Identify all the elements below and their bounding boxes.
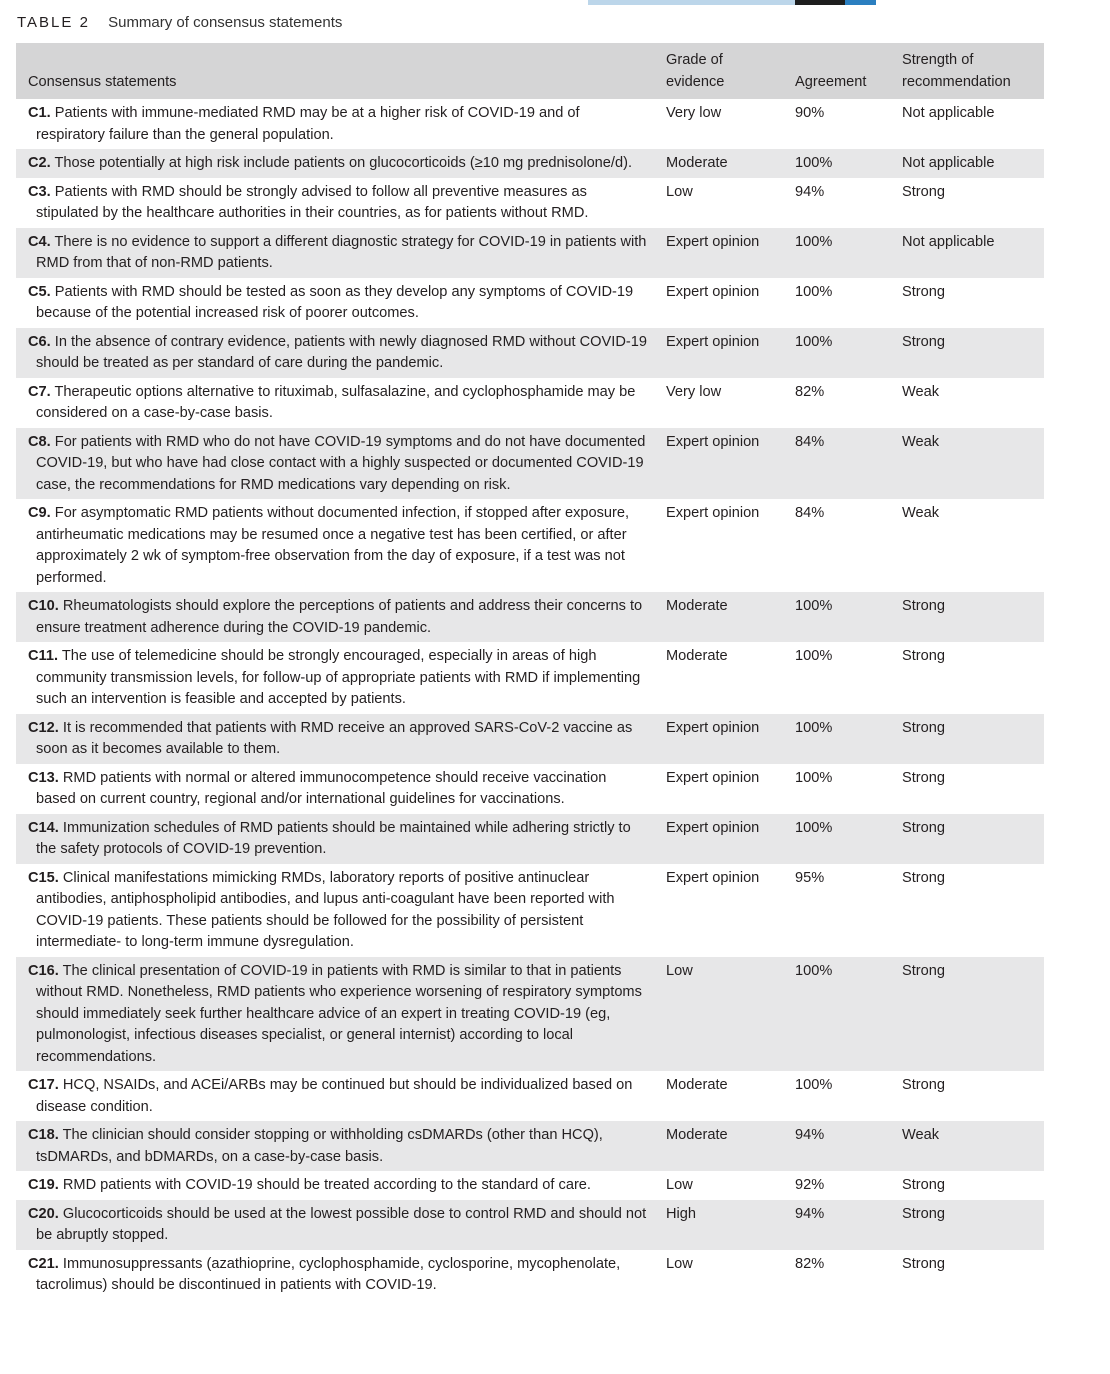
strength-cell: Strong — [902, 769, 945, 786]
table-row — [16, 499, 1044, 592]
statement-cell — [16, 864, 658, 957]
top-strip-light-segment — [588, 0, 795, 5]
statement-text: It is recommended that patients with RMD receive an approved SARS-CoV-2 vaccine as soon as it becomes available to them. — [36, 719, 633, 757]
agreement-cell: 94% — [787, 1200, 894, 1250]
header-strength-line1: Strength of — [902, 52, 974, 68]
grade-cell: Expert opinion — [658, 228, 787, 278]
agreement-cell: 100% — [787, 228, 894, 278]
statement-cell — [16, 1171, 658, 1200]
grade-cell: High — [658, 1200, 787, 1250]
statement-id: C7. — [28, 383, 51, 400]
statement-text: Glucocorticoids should be used at the lowest possible dose to control RMD and should not be abruptly stopped. — [36, 1205, 647, 1243]
strength-cell: Weak — [902, 505, 940, 521]
table-label: TABLE 2 — [17, 14, 90, 31]
agreement-cell: 100% — [787, 328, 894, 378]
grade-cell: Low — [666, 1177, 693, 1193]
header-grade-line1: Grade of — [666, 52, 723, 68]
table-title: Summary of consensus statements — [108, 14, 343, 31]
header-agreement-label: Agreement — [795, 73, 867, 90]
statement-text: Therapeutic options alternative to rituximab, sulfasalazine, and cyclophosphamide may be considered on a case-by-case basis. — [36, 383, 636, 421]
table-row — [16, 149, 1044, 178]
statement-id: C20. — [28, 1205, 59, 1222]
statement-cell — [16, 592, 658, 642]
statement-id: C12. — [28, 719, 59, 736]
table-header — [16, 43, 1044, 99]
top-strip-blue-segment — [845, 0, 876, 5]
statement-id: C18. — [28, 1127, 59, 1143]
statement-text: For asymptomatic RMD patients without documented infection, if stopped after exposure, antirheumatic medications may be resumed once a negative test has been certified, or after approximately 2 wk of symptom-free observation from the day of exposure, if a test was not performed. — [36, 505, 630, 586]
agreement-cell: 100% — [787, 149, 894, 178]
agreement-cell: 100% — [787, 714, 894, 764]
statement-id: C1. — [28, 105, 51, 121]
statement-text: Clinical manifestations mimicking RMDs, laboratory reports of positive antinuclear antibodies, antiphospholipid antibodies, and lupus anti-coagulant have been reported with COVID-19 patients. These patients should be followed for the possibility of persistent intermediate- to long-term immune dysregulation. — [36, 869, 615, 950]
grade-cell: Expert opinion — [666, 283, 760, 300]
header-grade-line2: evidence — [666, 73, 725, 90]
statement-id: C8. — [28, 433, 51, 450]
statement-cell — [16, 378, 658, 428]
table-body — [16, 99, 1044, 1300]
strength-cell: Strong — [894, 328, 1044, 378]
grade-cell: Very low — [666, 105, 722, 121]
statement-cell — [16, 328, 658, 378]
table-row — [16, 1200, 1044, 1250]
statement-id: C10. — [28, 598, 59, 614]
grade-cell: Expert opinion — [658, 328, 787, 378]
statement-text: Those potentially at high risk include patients on glucocorticoids (≥10 mg prednisolone/d). — [54, 155, 633, 171]
strength-cell: Not applicable — [902, 105, 995, 121]
grade-cell: Very low — [666, 383, 722, 400]
header-agreement — [787, 43, 894, 99]
statement-text: RMD patients with COVID-19 should be treated according to the standard of care. — [62, 1177, 591, 1193]
grade-cell: Expert opinion — [666, 505, 760, 521]
grade-cell: Moderate — [658, 592, 787, 642]
statement-cell — [16, 178, 658, 228]
agreement-cell: 100% — [795, 1077, 833, 1093]
header-grade — [658, 43, 787, 99]
strength-cell: Strong — [902, 183, 945, 200]
agreement-cell: 84% — [795, 505, 825, 521]
statement-text: Immunization schedules of RMD patients should be maintained while adhering strictly to the safety protocols of COVID-19 prevention. — [36, 819, 631, 857]
statement-cell — [16, 499, 658, 592]
grade-cell: Expert opinion — [658, 428, 787, 500]
statement-text: For patients with RMD who do not have COVID-19 symptoms and do not have documented COVID-19, but who have had close contact with a highly suspected or documented COVID-19 case, the recommendations for RMD medications vary depending on risk. — [36, 433, 646, 493]
table-row — [16, 1250, 1044, 1300]
statement-text: Patients with RMD should be tested as soon as they develop any symptoms of COVID-19 because of the potential increased risk of poorer outcomes. — [36, 283, 634, 321]
agreement-cell: 100% — [787, 814, 894, 864]
statement-id: C3. — [28, 183, 51, 200]
agreement-cell: 82% — [795, 1255, 825, 1272]
agreement-cell: 100% — [795, 769, 833, 786]
statement-cell — [16, 228, 658, 278]
grade-cell: Moderate — [658, 149, 787, 178]
statement-cell — [16, 714, 658, 764]
grade-cell: Low — [666, 1255, 693, 1272]
consensus-table — [16, 43, 1044, 1300]
top-strip-dark-segment — [795, 0, 845, 5]
statement-id: C5. — [28, 283, 51, 300]
statement-text: Patients with immune-mediated RMD may be at a higher risk of COVID-19 and of respiratory failure than the general population. — [36, 105, 580, 143]
strength-cell: Weak — [894, 1121, 1044, 1171]
statement-cell — [16, 957, 658, 1072]
statement-text: In the absence of contrary evidence, patients with newly diagnosed RMD without COVID-19 should be treated as per standard of care during the pandemic. — [36, 333, 647, 371]
strength-cell: Strong — [894, 592, 1044, 642]
statement-cell — [16, 1200, 658, 1250]
table-row — [16, 1071, 1044, 1121]
strength-cell: Strong — [894, 714, 1044, 764]
table-row — [16, 764, 1044, 814]
statement-id: C15. — [28, 869, 59, 886]
statement-cell — [16, 1250, 658, 1300]
statement-id: C14. — [28, 819, 59, 836]
statement-text: The clinical presentation of COVID-19 in patients with RMD is similar to that in patients without RMD. Nonetheless, RMD patients who experience worsening of respiratory symptoms should immediately seek further healthcare advice of an expert in treating COVID-19 (eg, pulmonologist, infectious diseases specialist, or general internist) according to local recommendations. — [36, 962, 642, 1065]
grade-cell: Expert opinion — [666, 769, 760, 786]
strength-cell: Strong — [902, 869, 945, 886]
statement-cell — [16, 1121, 658, 1171]
table-row — [16, 228, 1044, 278]
statement-id: C9. — [28, 505, 51, 521]
strength-cell: Strong — [902, 1177, 945, 1193]
statement-cell — [16, 1071, 658, 1121]
agreement-cell: 82% — [795, 383, 825, 400]
table-row — [16, 642, 1044, 714]
statement-id: C19. — [28, 1177, 59, 1193]
strength-cell: Strong — [894, 814, 1044, 864]
statement-text: The use of telemedicine should be strongly encouraged, especially in areas of high community transmission levels, for follow-up of appropriate patients with RMD if implementing such an intervention is feasible and accepted by patients. — [36, 648, 641, 707]
strength-cell: Not applicable — [894, 228, 1044, 278]
strength-cell: Not applicable — [894, 149, 1044, 178]
agreement-cell: 94% — [787, 1121, 894, 1171]
agreement-cell: 92% — [795, 1177, 825, 1193]
table-row — [16, 714, 1044, 764]
agreement-cell: 100% — [787, 592, 894, 642]
grade-cell: Low — [666, 183, 693, 200]
statement-id: C21. — [28, 1255, 59, 1272]
agreement-cell: 94% — [795, 183, 825, 200]
statement-text: Rheumatologists should explore the perceptions of patients and address their concerns to ensure treatment adherence during the COVID-19 pandemic. — [36, 598, 643, 636]
agreement-cell: 84% — [787, 428, 894, 500]
strength-cell: Strong — [902, 1255, 945, 1272]
table-row — [16, 328, 1044, 378]
statement-cell — [16, 278, 658, 328]
table-row — [16, 428, 1044, 500]
strength-cell: Weak — [902, 383, 940, 400]
grade-cell: Moderate — [658, 1121, 787, 1171]
statement-cell — [16, 149, 658, 178]
grade-cell: Expert opinion — [658, 814, 787, 864]
statement-id: C11. — [28, 648, 59, 664]
header-strength-line2: recommendation — [902, 73, 1011, 90]
statement-text: The clinician should consider stopping or withholding csDMARDs (other than HCQ), tsDMARDs, and bDMARDs, on a case-by-case basis. — [36, 1127, 603, 1165]
statement-text: There is no evidence to support a different diagnostic strategy for COVID-19 in patients with RMD from that of non-RMD patients. — [36, 233, 647, 271]
statement-cell — [16, 428, 658, 500]
agreement-cell: 100% — [795, 283, 833, 300]
strength-cell: Weak — [894, 428, 1044, 500]
header-strength — [894, 43, 1044, 99]
agreement-cell: 95% — [795, 869, 825, 886]
header-statements-label: Consensus statements — [28, 73, 177, 90]
statement-text: HCQ, NSAIDs, and ACEi/ARBs may be continued but should be individualized based on disease condition. — [36, 1077, 633, 1115]
statement-id: C13. — [28, 769, 59, 786]
table-row — [16, 592, 1044, 642]
statement-id: C17. — [28, 1077, 59, 1093]
statement-cell — [16, 814, 658, 864]
statement-id: C6. — [28, 333, 51, 350]
grade-cell: Expert opinion — [666, 869, 760, 886]
grade-cell: Moderate — [666, 648, 728, 664]
grade-cell: Moderate — [666, 1077, 728, 1093]
statement-text: Immunosuppressants (azathioprine, cyclophosphamide, cyclosporine, mycophenolate, tacrolimus) should be discontinued in patients with COVID-19. — [36, 1255, 621, 1293]
top-color-strip — [588, 0, 876, 5]
statement-text: RMD patients with normal or altered immunocompetence should receive vaccination based on current country, regional and/or international guidelines for vaccinations. — [36, 769, 607, 807]
table-row — [16, 278, 1044, 328]
table-caption — [17, 14, 342, 31]
table-row — [16, 814, 1044, 864]
strength-cell: Strong — [902, 648, 945, 664]
statement-id: C2. — [28, 155, 51, 171]
header-statements — [16, 43, 658, 99]
grade-cell: Low — [658, 957, 787, 1072]
table-row — [16, 99, 1044, 149]
statement-cell — [16, 642, 658, 714]
table-row — [16, 378, 1044, 428]
table-row — [16, 1171, 1044, 1200]
strength-cell: Strong — [894, 957, 1044, 1072]
statement-cell — [16, 99, 658, 149]
strength-cell: Strong — [902, 1077, 945, 1093]
strength-cell: Strong — [894, 1200, 1044, 1250]
table-row — [16, 864, 1044, 957]
statement-id: C4. — [28, 233, 51, 250]
table-row — [16, 178, 1044, 228]
table-row — [16, 1121, 1044, 1171]
agreement-cell: 100% — [787, 957, 894, 1072]
agreement-cell: 100% — [795, 648, 833, 664]
statement-cell — [16, 764, 658, 814]
statement-text: Patients with RMD should be strongly advised to follow all preventive measures as stipulated by the healthcare authorities in their countries, as for patients without RMD. — [36, 183, 589, 221]
agreement-cell: 90% — [795, 105, 825, 121]
table-row — [16, 957, 1044, 1072]
statement-id: C16. — [28, 962, 59, 979]
strength-cell: Strong — [902, 283, 945, 300]
header-row — [16, 43, 1044, 99]
grade-cell: Expert opinion — [658, 714, 787, 764]
